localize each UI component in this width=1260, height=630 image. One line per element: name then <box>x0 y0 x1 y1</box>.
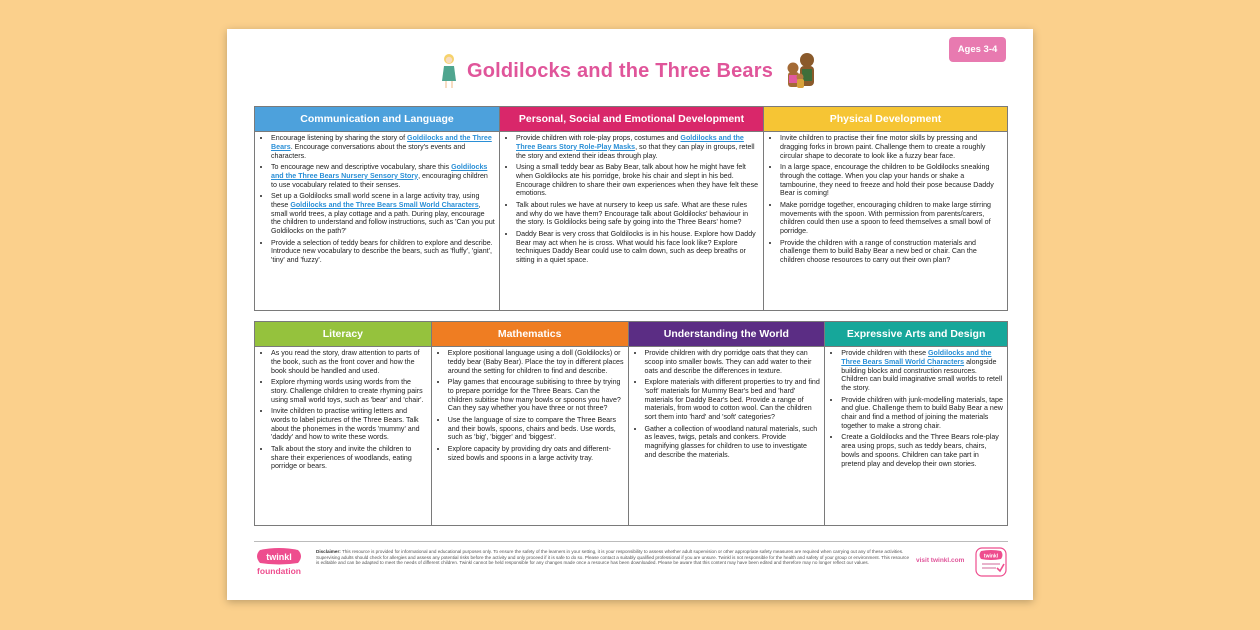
activity-item <box>448 445 624 463</box>
area-activities <box>825 347 1007 525</box>
activity-item <box>516 163 759 198</box>
page-title: Goldilocks and the Three Bears <box>466 59 774 82</box>
activity-text: , small world trees, a play cottage and a path. During play, encourage the children to understand and follow instructions, such as 'Can you put Goldilocks on the path?' <box>271 200 495 236</box>
document-page <box>227 29 1033 600</box>
area-heading: Physical Development <box>764 107 1007 132</box>
activity-text: Talk about the story and invite the children to share their experiences of woodlands, eating porridge or bears. <box>271 444 412 471</box>
disclaimer-text: This resource is provided for informational and educational purposes only. To ensure the safety of the learners in your setting, it is your responsibility to assess whether adult supervision or other appropriate safety measures are required when carrying out any of these activities. Supervising adults should check for allergies and assess any potential risks before the activity and only proceed if it is safe to do so. Please contact a suitably qualified professional if you are unsure. Twinkl is not responsible for the health and safety of your group or environment. This resource is editable and can be adapted to meet the needs of different children. Twinkl cannot be held responsible for any changes made once a resource has been downloaded. Please be aware that this content may have been edited and therefore may no longer reflect our values. <box>316 549 910 566</box>
footer <box>254 541 1008 580</box>
activity-text: . Encourage conversations about the story's events and characters. <box>271 142 466 160</box>
logo-top-text: twinkl <box>266 552 292 562</box>
activity-text: Provide children with these <box>841 349 928 357</box>
area-communication-and-language <box>254 106 500 311</box>
activity-item <box>271 134 495 160</box>
area-activities <box>500 132 763 310</box>
disclaimer <box>316 549 911 566</box>
area-heading: Communication and Language <box>255 107 499 132</box>
area-heading: Mathematics <box>432 322 628 347</box>
activity-text: Provide children with dry porridge oats that they can scoop into smaller bowls. They can add water to their oats and describe the differences in texture. <box>644 349 812 375</box>
activity-item <box>516 134 759 160</box>
area-personal-social-and-emotional-development <box>499 106 764 311</box>
activity-item <box>645 378 821 422</box>
area-heading: Personal, Social and Emotional Development <box>500 107 763 132</box>
activity-text: Use the language of size to compare the Three Bears and their bowls, spoons, chairs and beds. Use words, such as 'big', 'bigger' and 'biggest'. <box>447 415 617 442</box>
activity-text: Provide children with role-play props, costumes and <box>516 134 681 142</box>
activity-item <box>271 349 427 375</box>
activity-item <box>271 445 427 471</box>
activity-list <box>259 349 427 471</box>
activity-item <box>448 349 624 375</box>
three-bears-illustration-icon <box>781 51 821 91</box>
activity-text: As you read the story, draw attention to parts of the book, such as the front cover and how the book should be handled and used. <box>271 349 420 375</box>
activity-list <box>504 134 759 265</box>
activity-item <box>841 433 1003 468</box>
activity-text: alongside building blocks and construction resources. Children can build imaginative small worlds to retell the story. <box>841 357 1003 393</box>
area-heading: Understanding the World <box>629 322 825 347</box>
activity-item <box>780 239 1003 265</box>
areas-grid-bottom <box>254 321 1008 526</box>
activity-text: Talk about rules we have at nursery to keep us safe. What are these rules and why do we have them? Encourage talk about Goldilocks' behaviour in the story. Is Goldilocks being safe by going into the Three Bears' home? <box>516 200 749 227</box>
area-activities <box>629 347 825 525</box>
activity-text: , encouraging children to use vocabulary related to their senses. <box>271 171 488 189</box>
activity-item <box>516 230 759 265</box>
activity-text: Encourage listening by sharing the story of <box>271 134 408 142</box>
activity-item <box>516 201 759 227</box>
resource-link[interactable]: Goldilocks and the Three Bears <box>271 134 492 151</box>
area-heading: Expressive Arts and Design <box>825 322 1007 347</box>
activity-text: Invite children to practise writing letters and words to label pictures of the Three Bears. Talk about the phonemes in the words 'mummy' and 'daddy' and how to write these words. <box>271 406 420 442</box>
activity-text: Create a Goldilocks and the Three Bears role-play area using props, such as teddy bears, chairs, bowls and spoons. Children can take part in pretend play and develop their own stories. <box>841 433 999 468</box>
activity-item <box>841 349 1003 393</box>
activity-text: Set up a Goldilocks small world scene in a large activity tray, using these <box>271 191 480 209</box>
area-activities <box>764 132 1007 310</box>
activity-item <box>780 163 1003 198</box>
disclaimer-label: Disclaimer: <box>316 549 341 554</box>
activity-text: Provide a selection of teddy bears for children to explore and describe. Introduce new vocabulary to describe the bears, such as 'fluffy', 'giant', 'tiny' and 'fuzzy'. <box>271 238 493 265</box>
area-literacy <box>254 321 432 526</box>
activity-list <box>829 349 1003 469</box>
area-activities <box>255 132 499 310</box>
activity-text: Make porridge together, encouraging children to make large stirring movements with the spoon. With permission from parents/carers, children could then use a spoon to feed themselves a small bowl of porridge. <box>780 200 991 236</box>
activity-text: Gather a collection of woodland natural materials, such as leaves, twigs, petals and conkers. Provide magnifying glasses for children to use to investigate and describe the materials. <box>644 424 818 459</box>
activity-text: Using a small teddy bear as Baby Bear, talk about how he might have felt when Goldilocks ate his porridge, broke his chair and slept in his bed. Encourage children to share their own experiences when they have felt these emotions. <box>516 162 759 198</box>
twinkl-badge-icon <box>975 547 1007 577</box>
activity-item <box>448 378 624 413</box>
area-heading: Literacy <box>255 322 431 347</box>
activity-item <box>645 349 821 375</box>
activity-text: Provide the children with a range of construction materials and challenge them to build Baby Bear a new bed or chair. Can the children choose resources to carry out their own plan? <box>780 238 977 265</box>
activity-item <box>271 378 427 404</box>
area-activities <box>432 347 628 525</box>
activity-item <box>271 192 495 236</box>
resource-link[interactable]: Goldilocks and the Three Bears Story Role-Play Masks <box>516 134 744 151</box>
area-activities <box>255 347 431 525</box>
activity-text: Invite children to practise their fine motor skills by pressing and dragging forks in brown paint. Challenge them to create a roughly circular shape to decorate to look like a fuzzy bear face. <box>780 134 986 160</box>
logo-bottom-text: foundation <box>257 566 301 576</box>
activity-text: Explore rhyming words using words from the story. Challenge children to create rhyming pairs using small world toys, such as 'bear' and 'chair'. <box>271 377 424 404</box>
age-badge: Ages 3-4 <box>949 37 1006 62</box>
activity-text: Explore materials with different properties to try and find 'soft' materials for Mummy Bear's bed and 'hard' materials for Daddy Bear's bed. Provide a range of materials, from wood to cotton wool. Can the children sort them into 'hard' and 'soft' categories? <box>644 377 820 422</box>
activity-item <box>271 407 427 442</box>
activity-item <box>271 163 495 189</box>
activity-list <box>436 349 624 462</box>
activity-item <box>780 134 1003 160</box>
title-row <box>227 49 1033 93</box>
resource-link[interactable]: Goldilocks and the Three Bears Nursery Sensory Story <box>271 162 488 180</box>
activity-text: Explore positional language using a doll (Goldilocks) or teddy bear (Baby Bear). Place the toy in different places around the setting for children to find and describe. <box>447 349 624 375</box>
resource-link[interactable]: Goldilocks and the Three Bears Small World Characters <box>841 349 992 366</box>
activity-list <box>768 134 1003 265</box>
activity-text: , so that they can play in groups, retell the story and extend their ideas through play. <box>516 142 755 160</box>
activity-text: To encourage new and descriptive vocabulary, share this <box>271 162 452 171</box>
area-expressive-arts-and-design <box>824 321 1008 526</box>
activity-list <box>259 134 495 265</box>
area-understanding-the-world <box>628 321 826 526</box>
areas-grid-top <box>254 106 1008 311</box>
activity-text: Play games that encourage subitising to three by trying to prepare porridge for the Three Bears. Can the children subitise how many bowls or spoons you have? Can they say whether you have three or not three? <box>447 377 621 413</box>
activity-item <box>841 396 1003 431</box>
activity-item <box>780 201 1003 236</box>
activity-text: Provide children with junk-modelling materials, tape and glue. Challenge them to build Baby Bear a new chair and find a method of joining the materials together to make a strong chair. <box>841 395 1003 430</box>
resource-link[interactable]: Goldilocks and the Three Bears Small World Characters <box>290 200 479 209</box>
goldilocks-illustration-icon <box>439 51 459 91</box>
activity-text: In a large space, encourage the children to be Goldilocks sneaking through the cottage. When you clap your hands or shake a tambourine, they need to freeze and hold their pose because Daddy Bear is coming! <box>780 162 994 198</box>
visit-link[interactable]: visit twinkl.com <box>916 557 965 564</box>
area-mathematics <box>431 321 629 526</box>
activity-list <box>633 349 821 460</box>
activity-text: Explore capacity by providing dry oats and different-sized bowls and spoons in a large activity tray. <box>447 444 611 462</box>
activity-text: Daddy Bear is very cross that Goldilocks is in his house. Explore how Daddy Bear may act when he is cross. What would his face look like? Explore techniques Daddy Bear could use to calm down, such as deep breaths or sitting in a quiet space. <box>516 229 756 265</box>
twinkl-foundation-logo <box>254 548 304 578</box>
badge-text: twinkl <box>983 553 999 560</box>
activity-item <box>271 239 495 265</box>
activity-item <box>448 416 624 442</box>
area-physical-development <box>763 106 1008 311</box>
activity-item <box>645 425 821 460</box>
